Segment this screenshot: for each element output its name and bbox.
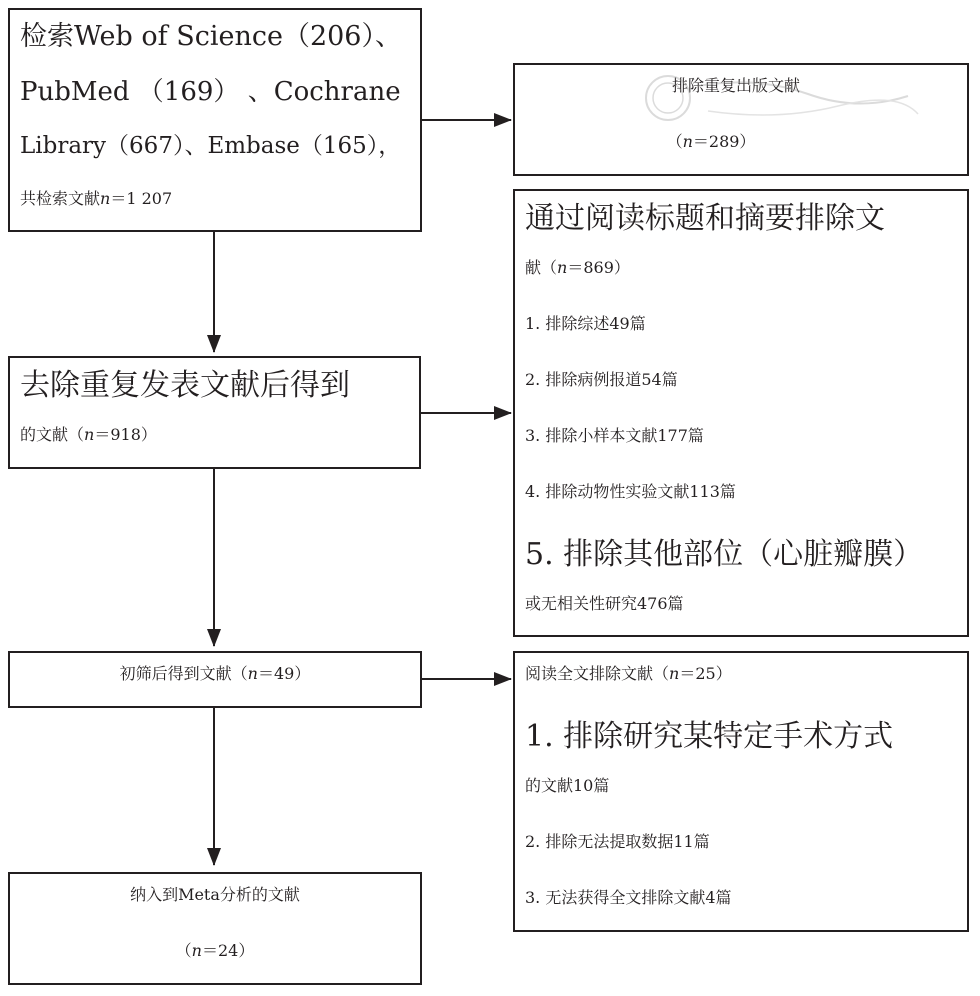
tae-line-4: 2. 排除病例报道54篇 (525, 370, 678, 389)
included-title: 纳入到Meta分析的文献 (130, 885, 300, 904)
after-dedup-line-1: 去除重复发表文献后得到 (20, 368, 350, 403)
title-abstract-excluded-box (513, 189, 969, 637)
search-line-2: PubMed （169） 、Cochrane (20, 77, 401, 107)
tae-line-3: 1. 排除综述49篇 (525, 314, 646, 333)
tae-line-1: 通过阅读标题和摘要排除文 (525, 201, 885, 236)
fte-line-3: 的文献10篇 (525, 776, 610, 795)
included-count: （n＝24） (175, 941, 255, 960)
fte-line-4: 2. 排除无法提取数据11篇 (525, 832, 710, 851)
initial-screen-box (8, 651, 422, 708)
included-box (8, 872, 422, 985)
duplicate-excluded-count: （n＝289） (666, 132, 756, 151)
tae-line-7: 5. 排除其他部位（心脏瓣膜） (525, 537, 924, 572)
search-line-1: 检索Web of Science（206）、 (20, 21, 402, 52)
tae-line-8: 或无相关性研究476篇 (525, 594, 684, 613)
initial-screen-text: 初筛后得到文献（n＝49） (119, 664, 311, 683)
after-dedup-line-2: 的文献（n＝918） (20, 425, 157, 444)
search-line-4: 共检索文献n＝1 207 (20, 189, 173, 208)
tae-line-6: 4. 排除动物性实验文献113篇 (525, 482, 736, 501)
after-dedup-box (8, 356, 421, 469)
search-box (8, 8, 422, 232)
fte-line-1: 阅读全文排除文献（n＝25） (525, 664, 732, 683)
fulltext-excluded-box (513, 651, 969, 932)
duplicate-excluded-title: 排除重复出版文献 (671, 76, 800, 95)
fte-line-2: 1. 排除研究某特定手术方式 (525, 719, 894, 754)
tae-line-2: 献（n＝869） (525, 258, 630, 277)
fte-line-5: 3. 无法获得全文排除文献4篇 (525, 888, 732, 907)
duplicate-excluded-box (513, 63, 969, 176)
tae-line-5: 3. 排除小样本文献177篇 (525, 426, 704, 445)
search-line-3: Library（667）、Embase（165）， (20, 133, 402, 159)
